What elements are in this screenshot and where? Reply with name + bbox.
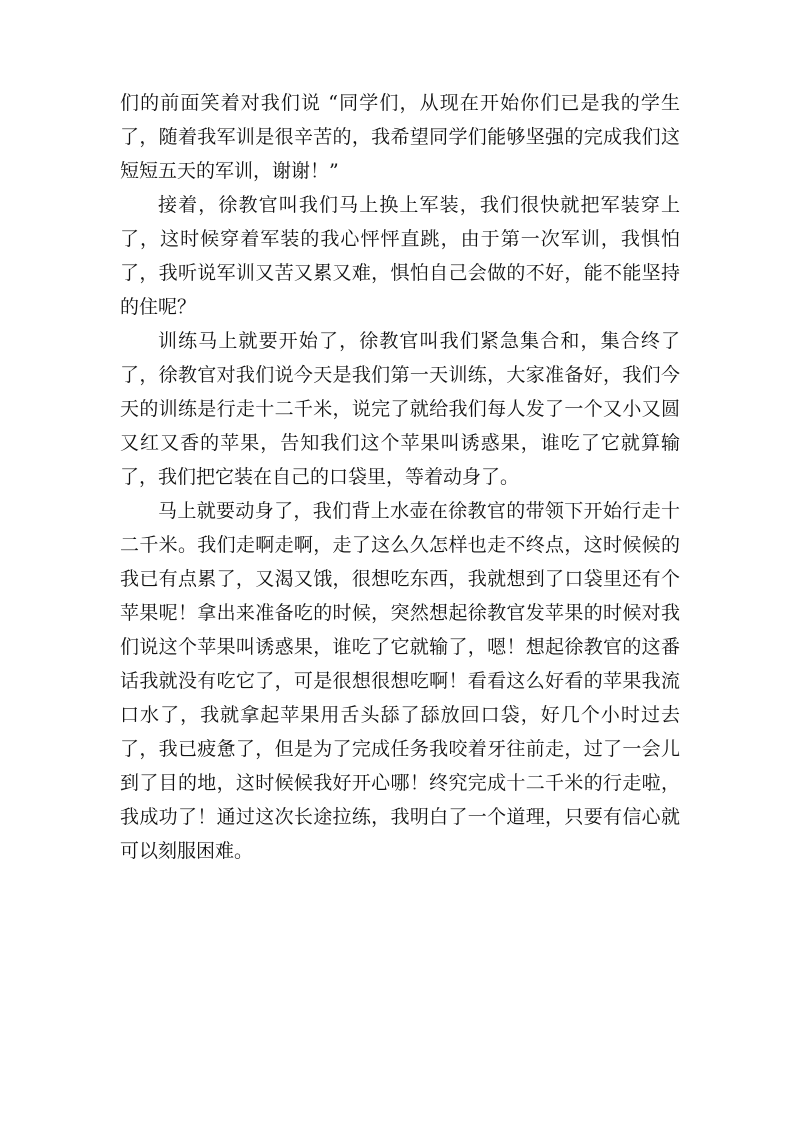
paragraph-4: 马上就要动身了，我们背上水壶在徐教官的带领下开始行走十二千米。我们走啊走啊，走了这么久怎样也走不终点，这时候候的我已有点累了，又渴又饿，很想吃东西，我就想到了口袋里还有个苹果呢！拿出来准备吃的时候，突然想起徐教官发苹果的时候对我们说这个苹果叫诱惑果，谁吃了它就输了，嗯！想起徐教官的这番话我就没有吃它了，可是很想很想吃啊！看看这么好看的苹果我流口水了，我就拿起苹果用舌头舔了舔放回口袋，好几个小时过去了，我已疲惫了，但是为了完成任务我咬着牙往前走，过了一会儿到了目的地，这时候候我好开心哪！终究完成十二千米的行走啦，我成功了！通过这次长途拉练，我明白了一个道理，只要有信心就可以刻服困难。 bbox=[120, 500, 680, 862]
paragraph-1: 们的前面笑着对我们说 “同学们，从现在开始你们已是我的学生了，随着我军训是很辛苦的，我希望同学们能够坚强的完成我们这短短五天的军训，谢谢！” bbox=[120, 92, 680, 182]
paragraph-2: 接着，徐教官叫我们马上换上军装，我们很快就把军装穿上了，这时候穿着军装的我心怦怦直跳，由于第一次军训，我惧怕了，我听说军训又苦又累又难，惧怕自己会做的不好，能不能坚持的住呢？ bbox=[120, 194, 680, 318]
document-body bbox=[120, 86, 680, 868]
paragraph-3: 训练马上就要开始了，徐教官叫我们紧急集合和，集合终了了，徐教官对我们说今天是我们第一天训练，大家准备好，我们今天的训练是行走十二千米，说完了就给我们每人发了一个又小又圆又红又香的苹果，告知我们这个苹果叫诱惑果，谁吃了它就算输了，我们把它装在自己的口袋里，等着动身了。 bbox=[120, 330, 680, 488]
